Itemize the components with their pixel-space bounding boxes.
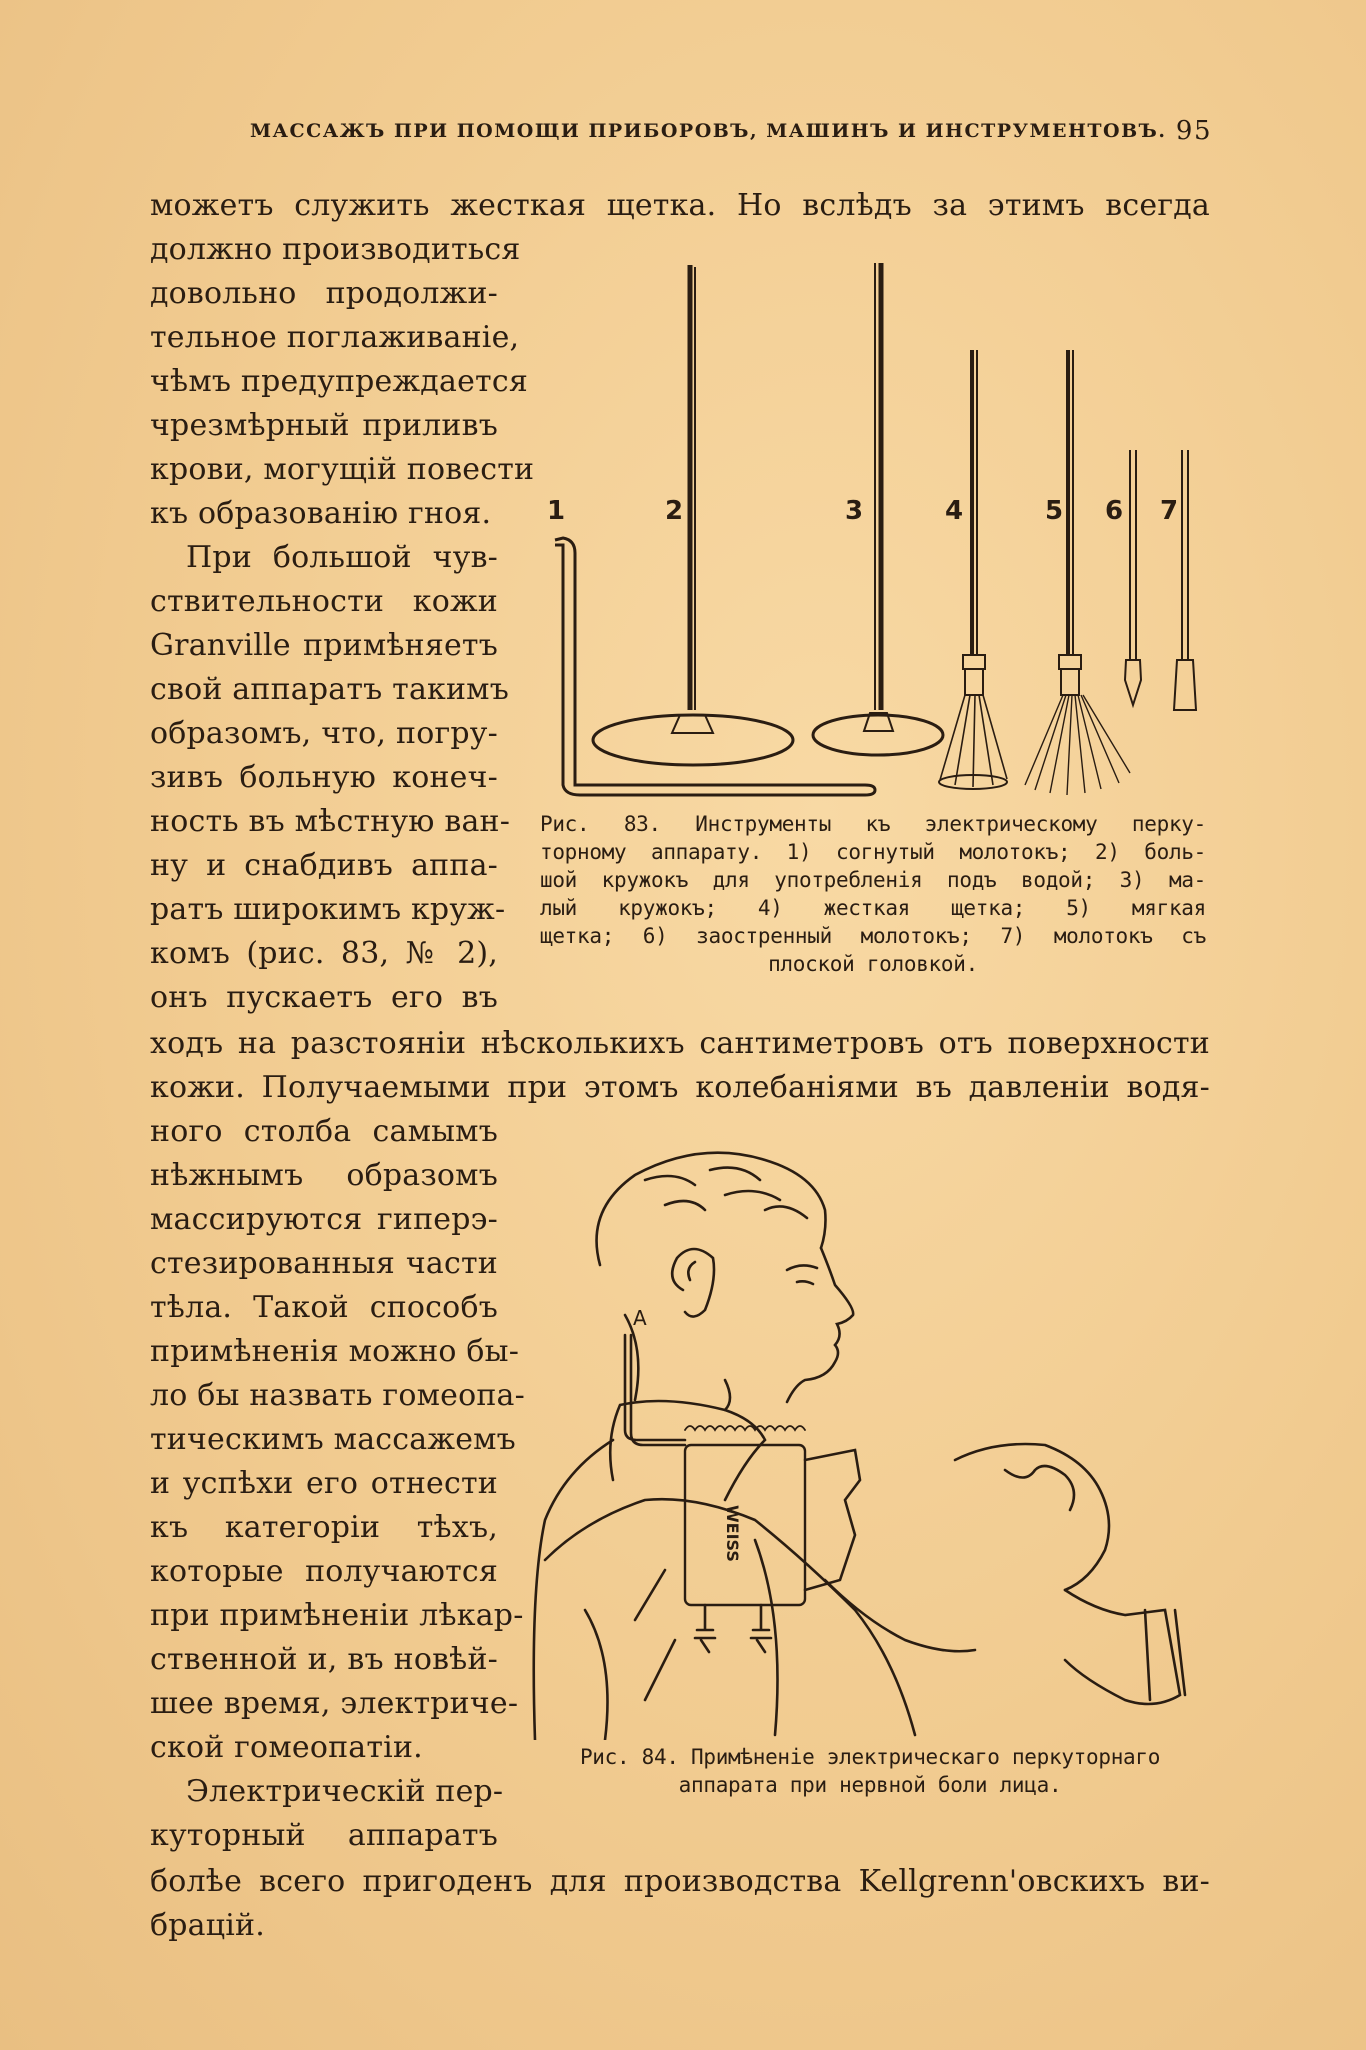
page-header bbox=[140, 116, 1220, 150]
text-line: комъ (рис. 83, № 2), bbox=[150, 936, 498, 971]
text-line: массируются гиперэ- bbox=[150, 1202, 498, 1237]
fig83-number: 4 bbox=[945, 496, 964, 526]
text-line: свой аппаратъ такимъ bbox=[150, 672, 510, 707]
instrument-1-bent-hammer bbox=[555, 538, 875, 795]
text-line: Granville примѣняетъ bbox=[150, 628, 498, 663]
text-line: чрезмѣрный приливъ bbox=[150, 408, 498, 443]
page-number: 95 bbox=[1175, 116, 1212, 146]
caption-line: Рис. 83. Инструменты къ электрическому перку- bbox=[540, 812, 1206, 836]
text-line: тическимъ массажемъ bbox=[150, 1422, 516, 1457]
fig83-number: 3 bbox=[845, 496, 864, 526]
text-line: которые получаются bbox=[150, 1554, 498, 1589]
text-line: шее время, электриче- bbox=[150, 1686, 519, 1721]
figure-84-caption bbox=[535, 1743, 1205, 1799]
text-line: должно производиться bbox=[150, 232, 521, 267]
text-line: тѣла. Такой способъ bbox=[150, 1290, 498, 1325]
text-line: довольно продолжи- bbox=[150, 276, 498, 311]
device-brand-label: WEISS bbox=[723, 1505, 742, 1562]
text-line: зивъ больную конеч- bbox=[150, 760, 498, 795]
running-title: МАССАЖЪ ПРИ ПОМОЩИ ПРИБОРОВЪ, МАШИНЪ И ИНСТРУМЕНТОВЪ. bbox=[250, 120, 1167, 142]
figure-83-caption bbox=[540, 810, 1206, 978]
caption-line: шой кружокъ для употребленія подъ водой; 3) ма- bbox=[540, 868, 1206, 892]
fig83-number: 6 bbox=[1105, 496, 1124, 526]
text-line: ного столба самымъ bbox=[150, 1114, 498, 1149]
fig83-number: 7 bbox=[1160, 496, 1179, 526]
fig83-number: 1 bbox=[547, 496, 566, 526]
fig84-label-a: A bbox=[633, 1306, 647, 1330]
caption-line: торному аппарату. 1) согнутый молотокъ; 2) боль- bbox=[540, 840, 1206, 864]
figure-83-instruments bbox=[535, 255, 1235, 800]
text-line: нѣжнымъ образомъ bbox=[150, 1158, 498, 1193]
text-line: ской гомеопатіи. bbox=[150, 1730, 423, 1765]
text-line: можетъ служить жесткая щетка. Но вслѣдъ за этимъ всегда bbox=[150, 188, 1210, 223]
text-line: образомъ, что, погру- bbox=[150, 716, 498, 751]
text-line: тельное поглаживаніе, bbox=[150, 320, 520, 355]
text-line: болѣе всего пригоденъ для производства Kellgrenn'овскихъ ви- bbox=[150, 1864, 1210, 1899]
text-line: ло бы назвать гомеопа- bbox=[150, 1378, 525, 1413]
caption-line: Рис. 84. Примѣненіе электрическаго перкуторнаго bbox=[579, 1745, 1161, 1769]
text-line: къ категоріи тѣхъ, bbox=[150, 1510, 498, 1545]
text-line: стезированныя части bbox=[150, 1246, 498, 1281]
text-line: ственной и, въ новѣй- bbox=[150, 1642, 498, 1677]
text-line: куторный аппаратъ bbox=[150, 1818, 498, 1853]
fig83-number: 5 bbox=[1045, 496, 1064, 526]
text-line: При большой чув- bbox=[186, 540, 498, 575]
caption-line: щетка; 6) заостренный молотокъ; 7) молотокъ съ bbox=[540, 924, 1206, 948]
text-line: онъ пускаетъ его въ bbox=[150, 980, 498, 1015]
text-line: и успѣхи его отнести bbox=[150, 1466, 498, 1501]
text-line: примѣненія можно бы- bbox=[150, 1334, 520, 1369]
text-line: брацій. bbox=[150, 1908, 265, 1943]
text-line: ствительности кожи bbox=[150, 584, 498, 619]
fig83-number: 2 bbox=[665, 496, 684, 526]
text-line: къ образованію гноя. bbox=[150, 496, 492, 531]
figure-84-illustration bbox=[525, 1140, 1215, 1740]
caption-line: лый кружокъ; 4) жесткая щетка; 5) мягкая bbox=[540, 896, 1206, 920]
text-line: крови, могущій повести bbox=[150, 452, 535, 487]
text-line: при примѣненіи лѣкар- bbox=[150, 1598, 524, 1633]
text-line: ность въ мѣстную ван- bbox=[150, 804, 511, 839]
text-line: ходъ на разстояніи нѣсколькихъ сантиметровъ отъ поверхности bbox=[150, 1026, 1210, 1061]
text-line: кожи. Получаемыми при этомъ колебаніями въ давленіи водя- bbox=[150, 1070, 1210, 1105]
text-line: Электрическій пер- bbox=[186, 1774, 504, 1809]
text-line: ну и снабдивъ аппа- bbox=[150, 848, 498, 883]
text-line: ратъ широкимъ круж- bbox=[150, 892, 506, 927]
caption-line: плоской головкой. bbox=[768, 952, 978, 976]
caption-line: аппарата при нервной боли лица. bbox=[678, 1773, 1062, 1797]
text-line: чѣмъ предупреждается bbox=[150, 364, 528, 399]
